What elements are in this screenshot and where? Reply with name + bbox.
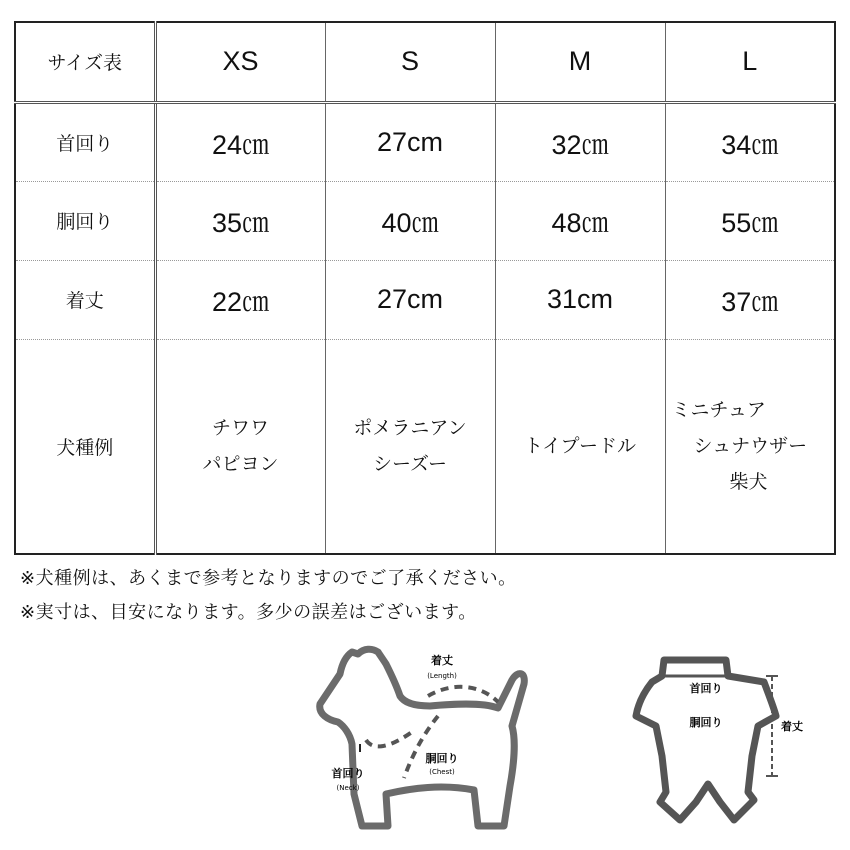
breed-s-2: シーズー bbox=[372, 453, 448, 476]
chest-xs: 35㎝ bbox=[155, 181, 325, 260]
chest-m: 48㎝ bbox=[495, 181, 665, 260]
length-m: 31cm bbox=[495, 260, 665, 339]
size-s-header: S bbox=[325, 22, 495, 102]
size-l-header: L bbox=[665, 22, 835, 102]
breed-l-2: シュナウザー bbox=[693, 435, 808, 458]
neck-xs: 24㎝ bbox=[155, 102, 325, 181]
length-l: 37㎝ bbox=[665, 260, 835, 339]
breed-label: 犬種例 bbox=[56, 436, 114, 459]
dog-chest-label: 胴回り bbox=[425, 752, 459, 765]
size-chart-label: サイズ表 bbox=[15, 22, 155, 102]
dog-neck-label: 首回り bbox=[331, 767, 365, 780]
breed-s-1: ポメラニアン bbox=[353, 417, 467, 440]
garment-neck-label: 首回り bbox=[689, 682, 723, 695]
note-measurement-tolerance: ※実寸は、目安になります。多少の誤差はございます。 bbox=[20, 602, 477, 623]
size-xs-header: XS bbox=[155, 22, 325, 102]
breed-m bbox=[495, 339, 665, 554]
breed-l-1: ミニチュア bbox=[671, 399, 766, 422]
breed-xs-1: チワワ bbox=[211, 417, 269, 440]
breed-row bbox=[15, 339, 835, 554]
garment-chest-label: 胴回り bbox=[689, 716, 723, 729]
dog-length-en-label: (Length) bbox=[427, 672, 457, 680]
length-xs: 22㎝ bbox=[155, 260, 325, 339]
chest-label: 胴回り bbox=[15, 181, 155, 260]
breed-m-1: トイプードル bbox=[524, 435, 636, 458]
chest-l: 55㎝ bbox=[665, 181, 835, 260]
note-breed-reference: ※犬種例は、あくまで参考となりますのでご了承ください。 bbox=[20, 568, 517, 589]
size-m-header: M bbox=[495, 22, 665, 102]
breed-s bbox=[325, 339, 495, 554]
length-dashed-line bbox=[428, 687, 498, 702]
garment-measurement-diagram bbox=[624, 652, 814, 832]
breed-xs-2: パピヨン bbox=[202, 453, 279, 476]
garment-length-label: 着丈 bbox=[781, 720, 803, 733]
dog-measurement-diagram bbox=[312, 644, 542, 834]
neck-row bbox=[15, 102, 835, 181]
chest-s: 40㎝ bbox=[325, 181, 495, 260]
neck-l: 34㎝ bbox=[665, 102, 835, 181]
dog-chest-en-label: (Chest) bbox=[429, 768, 455, 776]
neck-label: 首回り bbox=[15, 102, 155, 181]
dog-outline bbox=[320, 649, 525, 826]
length-label: 着丈 bbox=[15, 260, 155, 339]
dog-length-label: 着丈 bbox=[431, 654, 453, 667]
dog-neck-en-label: (Neck) bbox=[336, 784, 360, 792]
header-row bbox=[15, 22, 835, 102]
neck-dashed-line bbox=[366, 732, 412, 746]
length-row bbox=[15, 260, 835, 339]
breed-l bbox=[665, 339, 835, 554]
breed-xs bbox=[155, 339, 325, 554]
chest-row bbox=[15, 181, 835, 260]
neck-m: 32㎝ bbox=[495, 102, 665, 181]
length-s: 27cm bbox=[325, 260, 495, 339]
neck-s: 27cm bbox=[325, 102, 495, 181]
size-table bbox=[14, 21, 836, 555]
breed-l-3: 柴犬 bbox=[729, 471, 768, 494]
